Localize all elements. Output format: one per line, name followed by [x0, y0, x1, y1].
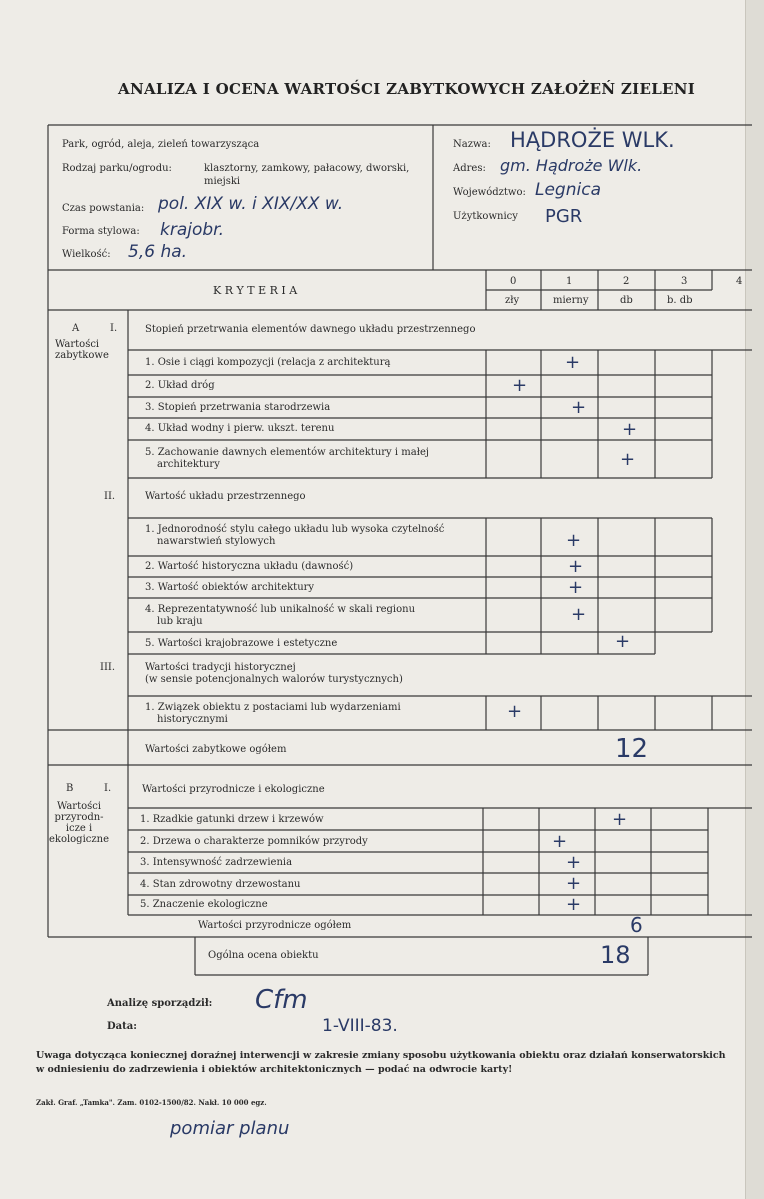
address-value: gm. Hądroże Wlk.	[500, 156, 643, 175]
section-a-total-label: Wartości zabytkowe ogółem	[145, 744, 287, 755]
b1-row3-mark: +	[566, 852, 582, 873]
b1-row2-mark: +	[552, 831, 568, 852]
a1-row1-label: 1. Osie i ciągi kompozycji (relacja z architekturą	[145, 357, 391, 368]
a1-row3-label: 3. Stopień przetrwania starodrzewia	[145, 402, 331, 413]
users-value: PGR	[545, 206, 583, 227]
a3-row1-label2: historycznymi	[157, 714, 228, 725]
name-value: HĄDROŻE WLK.	[510, 128, 675, 152]
note-line-1: Uwaga dotycząca koniecznej doraźnej interwencji w zakresie zmiany sposobu użytkowania obiektu oraz działań konserwatorskich	[36, 1050, 726, 1061]
form-title: ANALIZA I OCENA WARTOŚCI ZABYTKOWYCH ZAŁOŻEŃ ZIELENI	[118, 80, 696, 98]
style-value: krajobr.	[160, 220, 224, 240]
section-b-letter: B	[66, 783, 74, 794]
size-value: 5,6 ha.	[128, 242, 188, 262]
section-b-group1-title: Wartości przyrodnicze i ekologiczne	[142, 784, 325, 795]
section-a-group2-roman: II.	[104, 491, 116, 502]
park-kind-options: klasztorny, zamkowy, pałacowy, dworski,	[204, 163, 410, 174]
origin-label: Czas powstania:	[62, 203, 145, 214]
section-b-total-label: Wartości przyrodnicze ogółem	[198, 920, 352, 931]
a3-row1-label: 1. Związek obiektu z postaciami lub wydarzeniami	[145, 702, 401, 713]
section-a-group1-roman: I.	[110, 323, 118, 334]
voivodeship-label: Województwo:	[453, 187, 526, 198]
a1-row5-mark: +	[620, 449, 636, 470]
a2-row4-mark: +	[571, 604, 587, 625]
section-b-group1-roman: I.	[104, 783, 112, 794]
a2-row4-label: 4. Reprezentatywność lub unikalność w skali regionu	[145, 604, 416, 615]
handwritten-note: pomiar planu	[170, 1118, 290, 1139]
a2-row1-mark: +	[566, 530, 582, 551]
name-label: Nazwa:	[453, 139, 491, 150]
section-a-letter: A	[72, 323, 80, 334]
a2-row2-mark: +	[568, 556, 584, 577]
a1-row5-label: 5. Zachowanie dawnych elementów architektury i małej	[145, 447, 429, 458]
b1-row1-label: 1. Rzadkie gatunki drzew i krzewów	[140, 814, 324, 825]
a1-row3-mark: +	[571, 397, 587, 418]
a2-row5-mark: +	[615, 631, 631, 652]
a1-row4-label: 4. Układ wodny i pierw. ukszt. terenu	[145, 423, 335, 434]
score-1: 1	[566, 276, 573, 287]
a2-row1-label2: nawarstwień stylowych	[157, 536, 276, 547]
b1-row4-label: 4. Stan zdrowotny drzewostanu	[140, 879, 301, 890]
a2-row5-label: 5. Wartości krajobrazowe i estetyczne	[145, 638, 338, 649]
b1-row3-label: 3. Intensywność zadrzewienia	[140, 857, 293, 868]
b1-row2-label: 2. Drzewa o charakterze pomników przyrody	[140, 836, 368, 847]
section-a-group3-title: Wartości tradycji historycznej	[145, 662, 296, 673]
a1-row2-label: 2. Układ dróg	[145, 380, 215, 391]
score-0: 0	[510, 276, 517, 287]
grade-2: db	[620, 295, 633, 306]
criteria-label: K R Y T E R I A	[213, 284, 298, 297]
score-4: 4	[736, 276, 743, 287]
a1-row5-label2: architektury	[157, 459, 220, 470]
overall-label: Ogólna ocena obiektu	[208, 950, 319, 961]
section-a-group2-title: Wartość układu przestrzennego	[145, 491, 306, 502]
style-label: Forma stylowa:	[62, 226, 140, 237]
park-kind-label: Rodzaj parku/ogrodu:	[62, 163, 172, 174]
score-3: 3	[681, 276, 688, 287]
section-a-name: Wartości zabytkowe	[55, 339, 109, 361]
voivodeship-value: Legnica	[535, 180, 601, 200]
a1-row4-mark: +	[622, 419, 638, 440]
park-type-line: Park, ogród, aleja, zieleń towarzysząca	[62, 139, 260, 150]
print-info: Zakł. Graf. „Tamka". Zam. 0102-1500/82. Nakł. 10 000 egz.	[36, 1098, 267, 1107]
users-label: Użytkownicy	[453, 211, 518, 222]
address-label: Adres:	[453, 163, 486, 174]
a1-row1-mark: +	[565, 352, 581, 373]
overall-value: 18	[600, 941, 631, 969]
origin-value: pol. XIX w. i XIX/XX w.	[158, 194, 344, 214]
b1-row5-label: 5. Znaczenie ekologiczne	[140, 899, 268, 910]
b1-row5-mark: +	[566, 894, 582, 915]
grade-3: b. db	[667, 295, 693, 306]
a2-row4-label2: lub kraju	[157, 616, 203, 627]
a2-row2-label: 2. Wartość historyczna układu (dawność)	[145, 561, 354, 572]
score-2: 2	[623, 276, 630, 287]
signature: Cfm	[255, 985, 308, 1015]
note-line-2: w odniesieniu do zadrzewienia i obiektów architektonicznych — podać na odwrocie karty!	[36, 1064, 513, 1075]
a1-row2-mark: +	[512, 375, 528, 396]
park-kind-options-2: miejski	[204, 176, 241, 187]
date-label: Data:	[107, 1021, 137, 1032]
section-a-group3-title2: (w sensie potencjonalnych walorów turystycznych)	[145, 674, 403, 685]
section-a-group3-roman: III.	[100, 662, 116, 673]
date-value: 1-VIII-83.	[322, 1016, 398, 1036]
a2-row1-label: 1. Jednorodność stylu całego układu lub wysoka czytelność	[145, 524, 445, 535]
section-b-name: Wartości przyrodn-icze i ekologiczne	[48, 801, 110, 845]
b1-row1-mark: +	[612, 809, 628, 830]
a2-row3-mark: +	[568, 577, 584, 598]
grade-0: zły	[505, 295, 520, 306]
section-a-group1-title: Stopień przetrwania elementów dawnego układu przestrzennego	[145, 324, 476, 335]
prepared-label: Analizę sporządził:	[107, 998, 213, 1009]
a2-row3-label: 3. Wartość obiektów architektury	[145, 582, 315, 593]
b1-row4-mark: +	[566, 873, 582, 894]
section-a-total-value: 12	[615, 734, 649, 764]
grade-1: mierny	[553, 295, 589, 306]
section-b-total-value: 6	[630, 913, 643, 937]
size-label: Wielkość:	[62, 249, 111, 260]
a3-row1-mark: +	[507, 701, 523, 722]
